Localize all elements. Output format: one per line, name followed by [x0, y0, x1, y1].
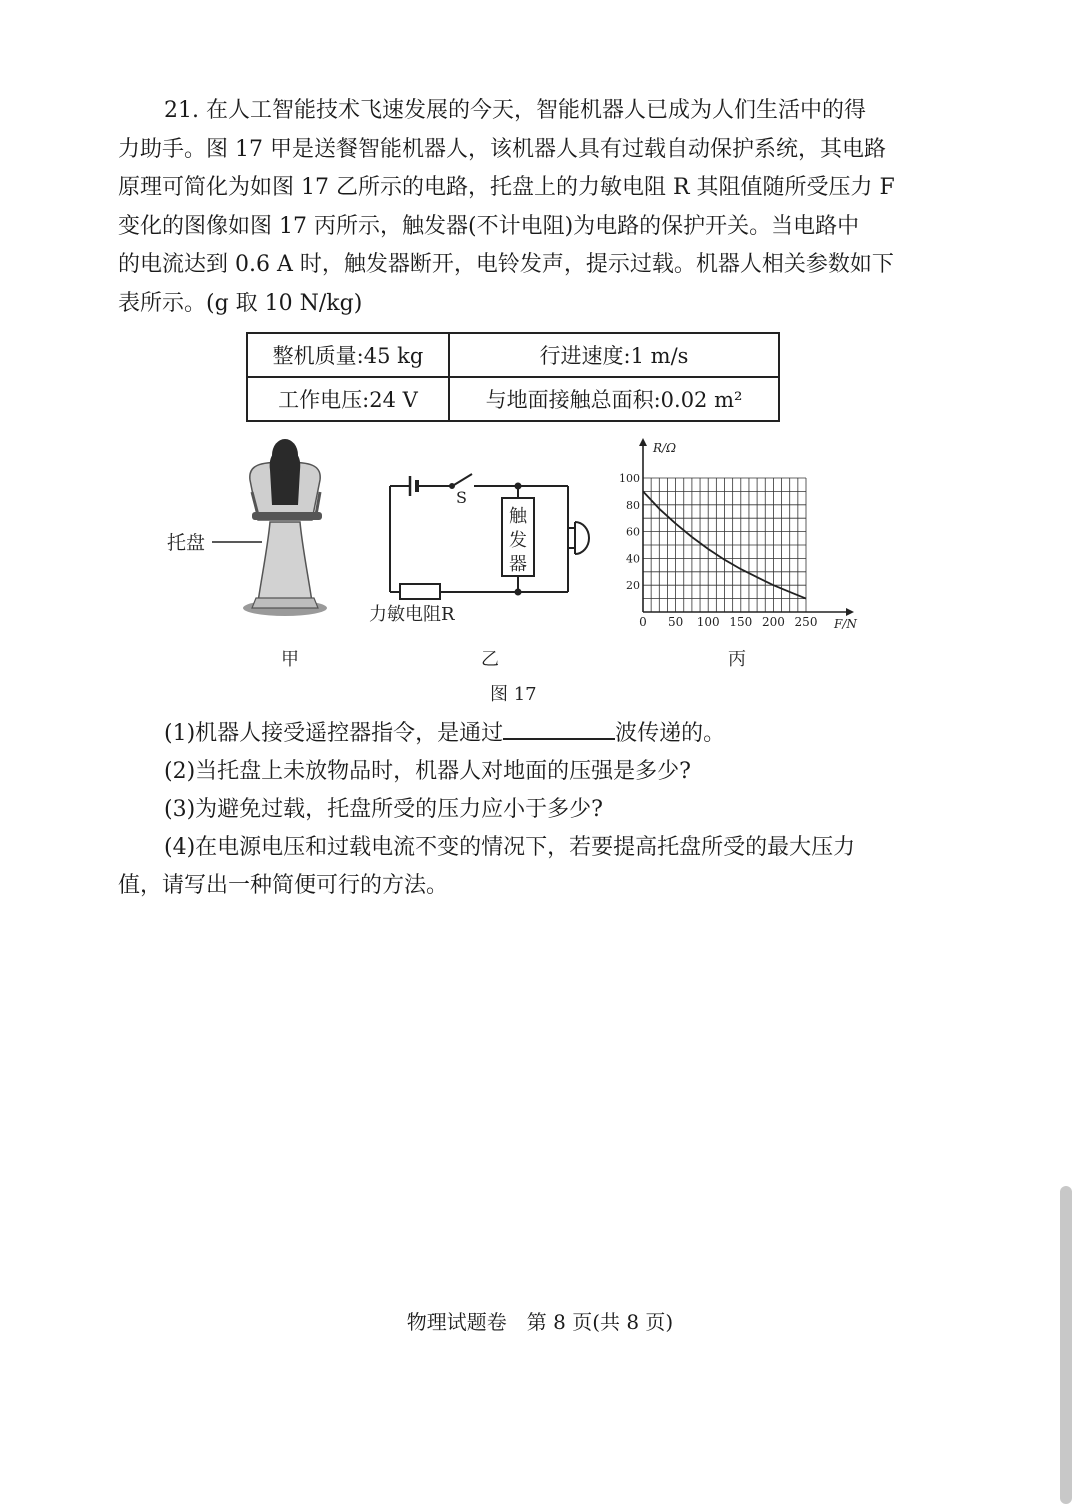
resistor-label: 力敏电阻R	[369, 604, 455, 625]
sub-caption-jia: 甲	[281, 649, 299, 670]
page-footer: 物理试题卷 第 8 页(共 8 页)	[406, 1310, 674, 1334]
figure-17	[0, 0, 1080, 720]
sub-caption-bing: 丙	[728, 649, 746, 670]
y-tick-label: 40	[626, 552, 640, 566]
figure-caption: 图 17	[490, 684, 537, 705]
scrollbar-thumb[interactable]	[1060, 1186, 1072, 1504]
intro-line-3: 原理可简化为如图 17 乙所示的电路，托盘上的力敏电阻 R 其阻值随所受压力 F	[118, 175, 895, 200]
y-axis-label: R/Ω	[653, 441, 677, 455]
question-4-cont: 值，请写出一种简便可行的方法。	[118, 873, 449, 898]
intro-line-1: 21. 在人工智能技术飞速发展的今天，智能机器人已成为人们生活中的得	[164, 98, 866, 123]
y-tick-label: 60	[626, 525, 640, 539]
x-axis-arrow	[846, 608, 854, 616]
table-cell: 整机质量:45 kg	[247, 333, 449, 377]
intro-line-5: 的电流达到 0.6 A 时，触发器断开，电铃发声，提示过载。机器人相关参数如下	[118, 252, 894, 277]
intro-line-2: 力助手。图 17 甲是送餐智能机器人，该机器人具有过载自动保护系统，其电路	[118, 136, 886, 162]
question-1: (1)机器人接受遥控器指令，是通过 波传递的。	[118, 712, 918, 753]
questions	[118, 712, 918, 905]
resistance-force-chart	[619, 438, 857, 631]
x-tick-label: 150	[729, 615, 753, 629]
circuit-diagram	[390, 474, 589, 599]
answer-blank[interactable]	[503, 712, 615, 740]
table-cell: 工作电压:24 V	[247, 377, 449, 421]
intro-line-6: 表所示。(g 取 10 N/kg)	[118, 290, 363, 316]
y-axis-arrow	[639, 438, 647, 446]
table-cell: 行进速度:1 m/s	[449, 333, 779, 377]
question-4: (4)在电源电压和过载电流不变的情况下，若要提高托盘所受的最大压力	[164, 835, 856, 860]
x-tick-label: 250	[794, 615, 818, 629]
y-tick-label: 20	[626, 579, 640, 593]
x-tick-label: 100	[696, 615, 720, 629]
y-tick-label: 80	[626, 498, 640, 512]
y-tick-label: 100	[619, 472, 640, 485]
x-tick-label: 0	[639, 615, 647, 629]
x-tick-label: 50	[667, 615, 684, 629]
x-axis-label: F/N	[834, 617, 857, 631]
question-3: (3)为避免过载，托盘所受的压力应小于多少?	[164, 797, 603, 822]
switch-label: S	[456, 488, 467, 507]
intro-line-4: 变化的图像如图 17 丙所示，触发器(不计电阻)为电路的保护开关。当电路中	[118, 213, 860, 239]
robot-illustration	[243, 439, 327, 616]
question-2: (2)当托盘上未放物品时，机器人对地面的压强是多少?	[164, 759, 691, 784]
trigger-label: 触 发 器	[509, 506, 527, 575]
tray-label: 托盘	[167, 532, 206, 554]
x-tick-label: 200	[761, 615, 785, 629]
sub-caption-yi: 乙	[481, 649, 499, 670]
table-cell: 与地面接触总面积:0.02 m²	[449, 377, 779, 421]
